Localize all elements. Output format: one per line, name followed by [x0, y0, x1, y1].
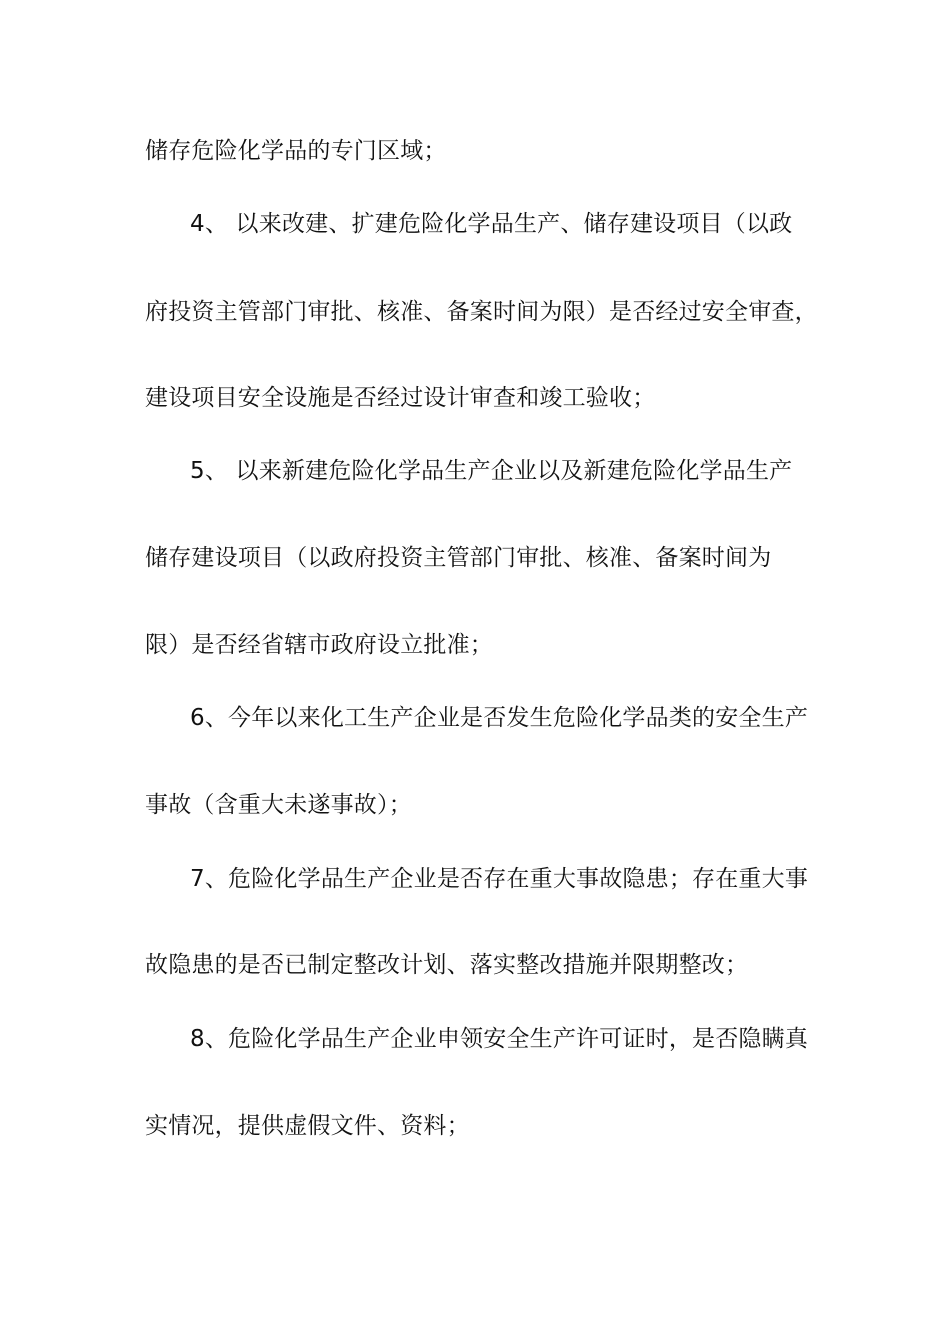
text-line: 8、危险化学品生产企业申领安全生产许可证时，是否隐瞒真 — [190, 1026, 809, 1052]
text-line: 建设项目安全设施是否经过设计审查和竣工验收； — [145, 385, 656, 411]
text-line: 府投资主管部门审批、核准、备案时间为限）是否经过安全审查， — [145, 299, 818, 325]
text-line: 4、 以来改建、扩建危险化学品生产、储存建设项目（以政 — [190, 211, 793, 237]
text-line: 5、 以来新建危险化学品生产企业以及新建危险化学品生产 — [190, 458, 793, 484]
text-line: 储存建设项目（以政府投资主管部门审批、核准、备案时间为 — [145, 545, 772, 571]
text-line: 6、今年以来化工生产企业是否发生危险化学品类的安全生产 — [190, 705, 809, 731]
text-line: 储存危险化学品的专门区域； — [145, 138, 447, 164]
text-line: 事故（含重大未遂事故）； — [145, 792, 412, 818]
text-line: 故隐患的是否已制定整改计划、落实整改措施并限期整改； — [145, 952, 749, 978]
text-line: 限）是否经省辖市政府设立批准； — [145, 632, 493, 658]
text-line: 7、危险化学品生产企业是否存在重大事故隐患；存在重大事 — [190, 866, 809, 892]
text-line: 实情况，提供虚假文件、资料； — [145, 1113, 470, 1139]
